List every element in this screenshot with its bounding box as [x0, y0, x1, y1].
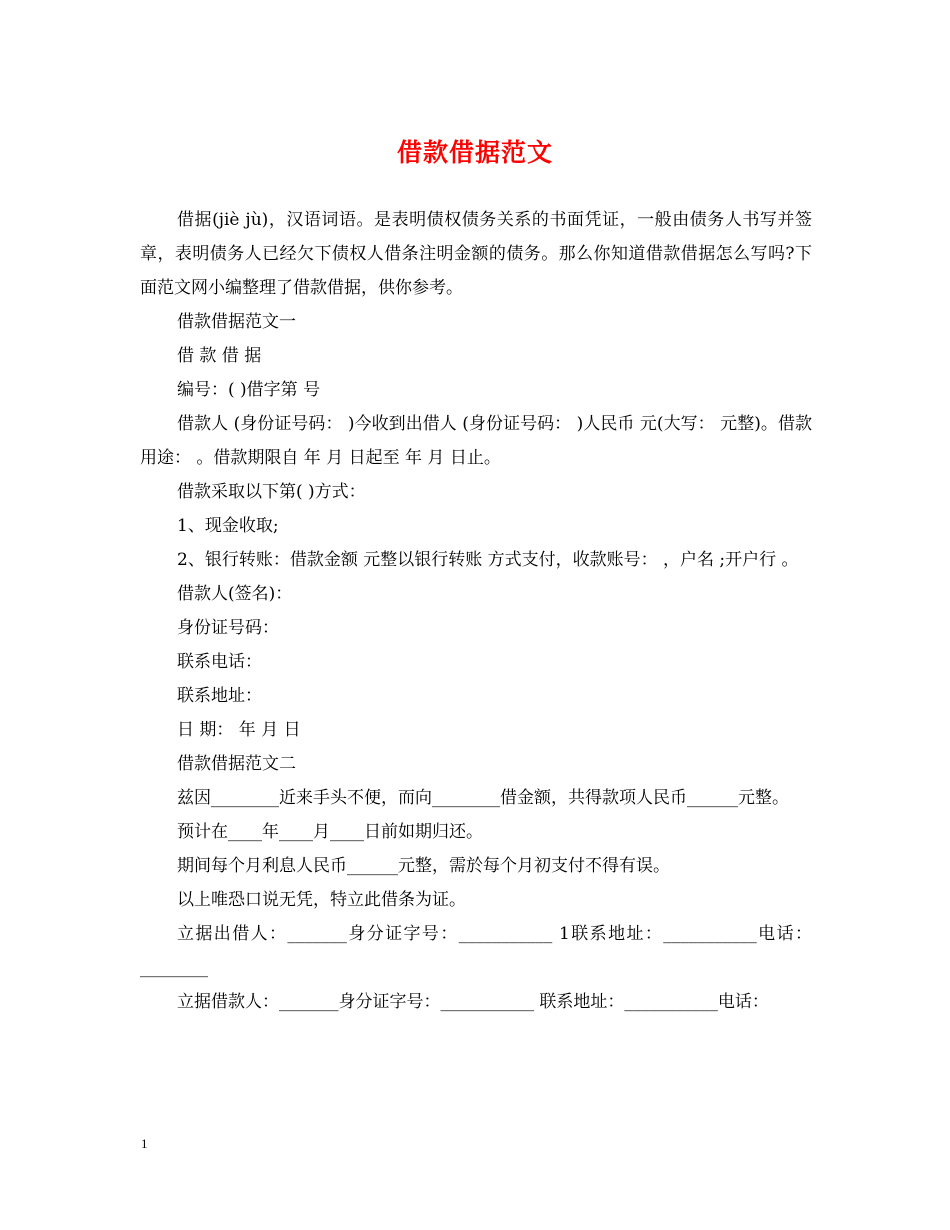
- interest-line: 期间每个月利息人民币______元整，需於每个月初支付不得有误。: [177, 856, 670, 876]
- borrower-clause: 借款人 (身份证号码： )今收到出借人 (身份证号码： )人民币 元(大写： 元整)。借款用途： 。借款期限自 年 月 日起至 年 月 日止。: [140, 414, 812, 468]
- section-heading-2: 借款借据范文二: [177, 754, 296, 774]
- receipt-heading: 借 款 借 据: [177, 346, 262, 366]
- address-line: 联系地址：: [177, 686, 262, 706]
- section-heading-1: 借款借据范文一: [177, 312, 296, 332]
- document-title: 借款借据范文: [396, 138, 553, 167]
- borrower-info-line: 立据借款人：_______身分证字号：___________ 联系地址：___________电话：: [177, 992, 769, 1012]
- method-line: 借款采取以下第( )方式：: [177, 482, 366, 502]
- repayment-date-line: 预计在____年____月____日前如期归还。: [177, 822, 483, 842]
- evidence-line: 以上唯恐口说无凭，特立此借条为证。: [177, 890, 466, 910]
- method-bank-transfer: 2、银行转账：借款金额 元整以银行转账 方式支付，收款账号： ，户名 ;开户行 。: [177, 550, 799, 570]
- page-number: 1: [141, 1136, 148, 1151]
- serial-number-line: 编号：( )借字第 号: [177, 380, 321, 400]
- document-body: [140, 203, 812, 1019]
- id-number-line: 身份证号码：: [177, 618, 279, 638]
- method-cash: 1、现金收取;: [177, 516, 279, 536]
- intro-paragraph: 借据(jiè jù)，汉语词语。是表明债权债务关系的书面凭证，一般由债务人书写并签章，表明债务人已经欠下债权人借条注明金额的债务。那么你知道借款借据怎么写吗?下面范文网小编整理了借款借据，供你参考。: [140, 210, 812, 298]
- date-line: 日 期： 年 月 日: [177, 720, 301, 740]
- borrower-signature-line: 借款人(签名)：: [177, 584, 293, 604]
- reason-paragraph: 兹因________近来手头不便，而向________借金额，共得款项人民币______元整。: [177, 788, 789, 808]
- phone-line: 联系电话：: [177, 652, 262, 672]
- lender-info-line: 立据出借人：_______身分证字号：___________ 1联系地址：___________电话：________: [140, 924, 812, 978]
